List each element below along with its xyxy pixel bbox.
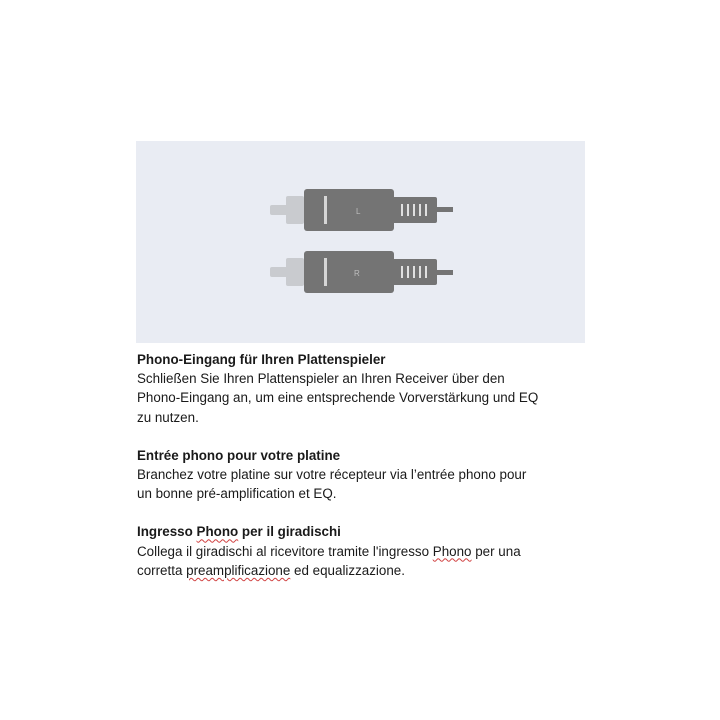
body-part: corretta bbox=[137, 562, 187, 578]
plug-body-left bbox=[304, 189, 394, 231]
grip-line bbox=[413, 266, 415, 278]
grip-line bbox=[425, 204, 427, 216]
grip-line bbox=[419, 204, 421, 216]
grip-line bbox=[413, 204, 415, 216]
section-body-line bbox=[137, 561, 587, 580]
cable-left bbox=[435, 207, 453, 212]
title-part: Ingresso bbox=[137, 524, 197, 540]
section-title-it bbox=[137, 522, 587, 541]
title-part: per il giradischi bbox=[238, 524, 341, 540]
section-body-line bbox=[137, 542, 587, 561]
body-part: ed equalizzazione. bbox=[290, 562, 405, 578]
spellcheck-word: preamplificazione bbox=[186, 562, 291, 578]
grip-line bbox=[407, 204, 409, 216]
plug-tip-left bbox=[270, 205, 288, 215]
section-body-line: zu nutzen. bbox=[137, 409, 199, 425]
rca-plugs-graphic bbox=[136, 141, 585, 343]
plug-stripe-right bbox=[324, 258, 327, 286]
rca-cable-illustration bbox=[136, 141, 585, 343]
section-body-line: un bonne pré-amplification et EQ. bbox=[137, 486, 337, 502]
plug-sleeve-right bbox=[286, 258, 304, 286]
grip-line bbox=[401, 204, 403, 216]
body-part: Collega il giradischi al ricevitore tramite l'ingresso bbox=[137, 543, 433, 559]
grip-line bbox=[407, 266, 409, 278]
section-body-line: Schließen Sie Ihren Plattenspieler an Ihren Receiver über den bbox=[137, 371, 505, 387]
plug-sleeve-left bbox=[286, 196, 304, 224]
section-italian bbox=[137, 522, 587, 580]
channel-label-right: R bbox=[354, 269, 360, 278]
grip-line bbox=[401, 266, 403, 278]
grip-line bbox=[419, 266, 421, 278]
section-french bbox=[137, 446, 587, 504]
body-part: per una bbox=[471, 543, 521, 559]
spellcheck-word: Phono bbox=[432, 543, 472, 559]
grip-line bbox=[425, 266, 427, 278]
section-body-line: Phono-Eingang an, um eine entsprechende Vorverstärkung und EQ bbox=[137, 390, 539, 406]
plug-stripe-left bbox=[324, 196, 327, 224]
section-title-de: Phono-Eingang für Ihren Plattenspieler bbox=[137, 352, 386, 367]
section-german bbox=[137, 350, 587, 427]
rca-plug-left bbox=[270, 189, 453, 231]
section-title-fr: Entrée phono pour votre platine bbox=[137, 447, 341, 463]
section-body-line: Branchez votre platine sur votre récepteur via l’entrée phono pour bbox=[137, 467, 527, 483]
channel-label-left: L bbox=[356, 207, 361, 216]
plug-body-right bbox=[304, 251, 394, 293]
plug-tip-right bbox=[270, 267, 288, 277]
rca-plug-right bbox=[270, 251, 453, 293]
description-text bbox=[137, 350, 587, 599]
spellcheck-word: Phono bbox=[196, 524, 239, 540]
cable-right bbox=[435, 270, 453, 275]
